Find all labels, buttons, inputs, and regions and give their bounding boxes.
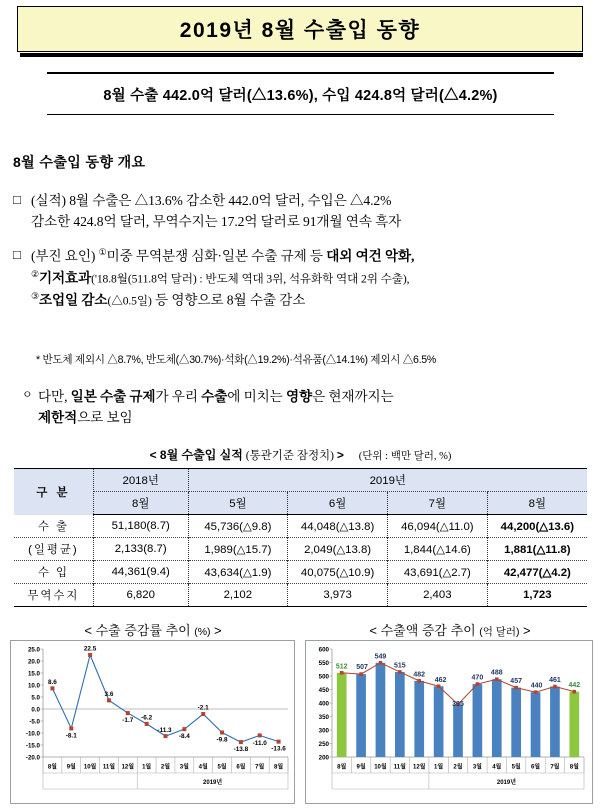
title-banner-box	[17, 6, 583, 52]
svg-text:-11.0: -11.0	[252, 739, 267, 747]
headline-block	[47, 72, 554, 115]
cell-balance-1: 2,102	[188, 583, 288, 606]
table-caption-sub: (통관기준 잠정치)	[245, 450, 334, 462]
note-a: 다만,	[38, 389, 71, 404]
svg-text:10월: 10월	[374, 764, 387, 771]
svg-text:470: 470	[471, 674, 484, 682]
note-c: 가 우리	[155, 389, 202, 404]
cell-balance-2: 3,973	[288, 583, 388, 606]
cell-export-1: 45,736(△9.8)	[188, 515, 288, 538]
line-chart-svg	[11, 641, 294, 803]
causes-line2-detail: ('18.8월(511.8억 달러) : 반도체 역대 3위, 석유화학 역대 2위 수출),	[91, 272, 410, 286]
svg-text:3.6: 3.6	[104, 690, 114, 698]
row-label-daily-avg: (일평균)	[14, 537, 93, 560]
svg-text:512: 512	[335, 663, 348, 671]
svg-text:6월: 6월	[530, 764, 541, 771]
note-h: 제한적	[38, 410, 78, 426]
paragraph-causes	[13, 245, 589, 310]
table-row	[14, 560, 587, 583]
cell-daily-2: 2,049(△13.8)	[288, 537, 388, 560]
chart-right-title-unit: (억 달러)	[479, 626, 520, 638]
paragraph-note-text	[38, 386, 394, 428]
causes-line2-emph: 기저효과	[38, 270, 92, 286]
table-header-gubun: 구 분	[14, 469, 93, 515]
paragraph-causes-text	[31, 245, 414, 310]
table-header-month-2: 6월	[288, 492, 388, 515]
cell-daily-1: 1,989(△15.7)	[188, 537, 288, 560]
svg-text:-11.3: -11.3	[157, 727, 172, 735]
svg-text:15.0: 15.0	[27, 670, 40, 678]
cell-balance-0: 6,820	[93, 583, 188, 606]
svg-text:450: 450	[318, 687, 329, 695]
svg-text:2019년: 2019년	[203, 780, 223, 786]
svg-text:1월: 1월	[142, 764, 152, 771]
table-head	[14, 469, 587, 515]
square-bullet-icon-2: □	[13, 247, 21, 263]
perf-line-2: 감소한 424.8억 달러, 무역수지는 17.2억 달러로 91개월 연속 흑자	[31, 214, 402, 230]
table-header-row-month	[14, 492, 587, 515]
svg-text:200: 200	[318, 754, 329, 762]
body-content	[13, 190, 589, 320]
cell-balance-3: 2,403	[387, 583, 487, 606]
table-header-month-0: 8월	[93, 492, 188, 515]
note-b: 일본 수출 규제	[70, 389, 156, 404]
svg-text:462: 462	[434, 676, 447, 684]
svg-text:25.0: 25.0	[27, 646, 40, 654]
table-row	[14, 583, 587, 606]
perf-line-1: (실적) 8월 수출은 △13.6% 감소한 442.0억 달러, 수입은 △4.2%	[31, 193, 392, 208]
svg-text:8.6: 8.6	[47, 678, 57, 686]
svg-text:-20.0: -20.0	[25, 754, 40, 762]
svg-text:442: 442	[568, 682, 581, 690]
cell-daily-0: 2,133(8.7)	[93, 537, 188, 560]
svg-text:9월: 9월	[66, 764, 76, 771]
svg-text:8월: 8월	[569, 764, 579, 771]
svg-text:549: 549	[374, 653, 387, 661]
svg-text:250: 250	[318, 741, 329, 749]
svg-text:-8.1: -8.1	[65, 732, 77, 740]
svg-text:11월: 11월	[393, 764, 406, 771]
table-row	[14, 515, 587, 538]
cell-export-0: 51,180(8.7)	[93, 515, 188, 538]
svg-text:22.5: 22.5	[83, 645, 97, 653]
svg-text:395: 395	[452, 700, 464, 708]
svg-text:11월: 11월	[102, 764, 116, 771]
svg-text:9월: 9월	[356, 764, 366, 771]
table-caption-main: < 8월 수출입 실적	[149, 448, 243, 462]
note-f: 영향	[285, 389, 313, 404]
svg-text:-1.7: -1.7	[122, 717, 134, 725]
svg-text:300: 300	[318, 727, 329, 735]
cell-import-1: 43,634(△1.9)	[188, 560, 288, 583]
banner-shadow	[20, 53, 583, 57]
circled-number-3: ③	[31, 290, 39, 301]
row-label-balance: 무역수지	[14, 583, 93, 606]
chart-title-export-amount	[305, 620, 595, 639]
note-i: 으로 보임	[77, 410, 133, 426]
cell-export-4: 44,200(△13.6)	[487, 515, 587, 538]
causes-label: (부진 요인)	[31, 248, 99, 264]
table-header-year-2019: 2019년	[188, 469, 587, 492]
causes-line1-emph: 대외 여건 악화,	[326, 248, 415, 264]
svg-text:-13.8: -13.8	[233, 746, 249, 754]
title-banner	[17, 6, 583, 57]
svg-text:440: 440	[530, 682, 543, 690]
paragraph-performance	[13, 190, 589, 232]
svg-text:-10.0: -10.0	[25, 730, 40, 738]
svg-text:482: 482	[413, 671, 426, 679]
svg-text:-2.1: -2.1	[197, 704, 209, 712]
note-g: 은 현재까지는	[312, 389, 394, 404]
svg-text:6월: 6월	[236, 764, 246, 771]
svg-text:515: 515	[394, 662, 406, 670]
svg-text:500: 500	[318, 673, 329, 681]
note-d: 수출	[201, 389, 228, 404]
svg-text:5월: 5월	[511, 764, 521, 771]
headline-rule-bottom	[47, 114, 554, 116]
table-header-year-2018: 2018년	[93, 469, 188, 492]
svg-text:3월: 3월	[472, 764, 482, 771]
table-body	[14, 515, 587, 607]
square-bullet-icon: □	[13, 192, 21, 207]
trade-statistics-table	[14, 468, 587, 607]
svg-text:8월: 8월	[274, 764, 284, 771]
svg-text:350: 350	[318, 714, 329, 722]
table-row	[14, 537, 587, 560]
page-title: 2019년 8월 수출입 동향	[179, 19, 421, 42]
cell-import-4: 42,477(△4.2)	[487, 560, 587, 583]
svg-text:10월: 10월	[83, 764, 97, 771]
svg-text:12월: 12월	[121, 764, 135, 771]
paragraph-performance-text	[31, 190, 401, 232]
line-chart-growth-rate	[10, 640, 295, 804]
table-header-month-4: 8월	[487, 492, 587, 515]
bar-chart-svg	[306, 641, 592, 803]
table-caption-unit: (단위 : 백만 달러, %)	[358, 451, 452, 462]
cell-import-2: 40,075(△10.9)	[288, 560, 388, 583]
footnote-text: * 반도체 제외시 △8.7%, 반도체(△30.7%)·석화(△19.2%)·석유품(△14.1%) 제외시 △6.5%	[36, 354, 436, 366]
svg-text:0.0: 0.0	[31, 706, 40, 714]
cell-daily-4: 1,881(△11.8)	[487, 537, 587, 560]
causes-line3-detail: (△0.5일)	[107, 294, 152, 308]
chart-left-title-unit: (%)	[194, 626, 211, 638]
table-caption	[0, 446, 601, 463]
svg-text:7월: 7월	[550, 764, 560, 771]
cell-import-0: 44,361(9.4)	[93, 560, 188, 583]
table-header-row-year	[14, 469, 587, 492]
svg-text:-9.8: -9.8	[216, 736, 228, 744]
cell-balance-4: 1,723	[487, 583, 587, 606]
chart-left-title-main: < 수출 증감률 추이	[84, 623, 191, 638]
paragraph-note	[18, 386, 590, 428]
svg-text:600: 600	[318, 646, 329, 654]
cell-import-3: 43,691(△2.7)	[387, 560, 487, 583]
cell-export-2: 44,048(△13.8)	[288, 515, 388, 538]
svg-text:20.0: 20.0	[27, 658, 40, 666]
svg-text:550: 550	[318, 660, 329, 668]
svg-text:5.0: 5.0	[31, 694, 40, 702]
svg-text:-6.2: -6.2	[141, 714, 153, 722]
svg-text:457: 457	[510, 678, 522, 686]
svg-text:-5.0: -5.0	[29, 718, 40, 726]
svg-text:10.0: 10.0	[27, 682, 40, 690]
svg-text:2019년: 2019년	[496, 780, 517, 786]
row-label-import: 수 입	[14, 560, 93, 583]
table-header-month-3: 7월	[387, 492, 487, 515]
svg-text:4월: 4월	[492, 764, 502, 771]
svg-text:4월: 4월	[198, 764, 208, 771]
cell-export-3: 46,094(△11.0)	[387, 515, 487, 538]
causes-line1-body: 미중 무역분쟁 심화·일본 수출 규제 등	[106, 248, 327, 264]
svg-text:-15.0: -15.0	[25, 742, 40, 750]
bar-chart-export-amount	[305, 640, 593, 804]
svg-text:461: 461	[549, 677, 561, 685]
note-e: 에 미치는	[227, 389, 286, 404]
svg-text:400: 400	[318, 700, 329, 708]
svg-text:507: 507	[356, 664, 368, 672]
chart-left-title-gt: >	[214, 623, 222, 638]
table-caption-gt: >	[336, 448, 344, 462]
svg-text:2월: 2월	[160, 764, 171, 771]
section-heading: 8월 수출입 동향 개요	[13, 154, 146, 170]
circled-number-2: ②	[31, 269, 39, 280]
chart-title-growth-rate	[8, 620, 298, 639]
svg-text:7월: 7월	[255, 764, 265, 771]
cell-daily-3: 1,844(△14.6)	[387, 537, 487, 560]
svg-text:3월: 3월	[179, 764, 189, 771]
circle-bullet-icon: ㅇ	[22, 389, 33, 401]
headline-text: 8월 수출 442.0억 달러(△13.6%), 수입 424.8억 달러(△4.2%)	[103, 87, 498, 104]
svg-text:8월: 8월	[47, 764, 57, 771]
svg-text:-13.6: -13.6	[271, 745, 286, 753]
svg-text:8월: 8월	[337, 764, 347, 771]
svg-text:2월: 2월	[453, 764, 463, 771]
svg-text:12월: 12월	[412, 764, 426, 771]
causes-line3-emph: 조업일 감소	[38, 292, 108, 308]
chart-right-title-gt: >	[523, 623, 531, 638]
svg-text:488: 488	[490, 669, 503, 677]
svg-text:1월: 1월	[434, 764, 444, 771]
chart-right-title-main: < 수출액 증감 추이	[369, 623, 476, 638]
causes-line3-tail: 등 영향으로 8월 수출 감소	[151, 292, 306, 308]
table-header-month-1: 5월	[188, 492, 288, 515]
svg-text:-8.4: -8.4	[178, 733, 190, 741]
svg-text:5월: 5월	[217, 764, 227, 771]
circled-number-1: ①	[98, 247, 107, 258]
row-label-export: 수 출	[14, 515, 93, 538]
